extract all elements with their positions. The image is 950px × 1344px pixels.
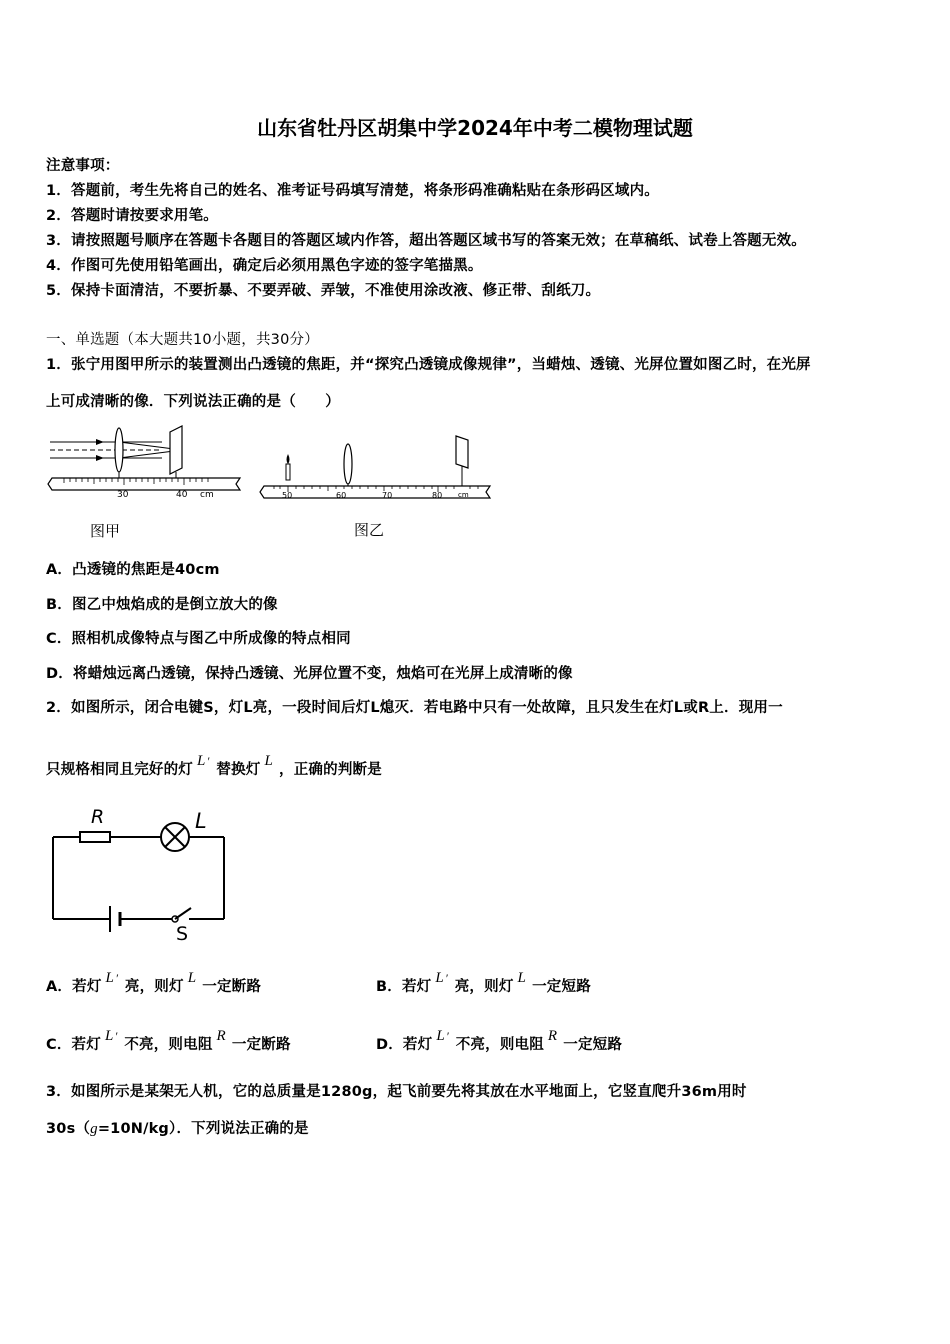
label-l: L <box>195 809 207 833</box>
circuit-diagram <box>44 800 244 946</box>
q1-stem-line1: 1．张宁用图甲所示的装置测出凸透镜的焦距，并“探究凸透镜成像规律”，当蜡烛、透镜、光屏位置如图乙时，在光屏 <box>46 357 811 373</box>
resistor-icon <box>80 832 110 842</box>
figure-caption: 图甲 <box>90 522 121 540</box>
section-heading: 一、单选题（本大题共10小题，共30分） <box>46 332 319 348</box>
unit-label: cm <box>200 490 214 500</box>
notice-item-2: 2．答题时请按要求用笔。 <box>46 208 218 224</box>
tick-label: 70 <box>382 491 393 500</box>
label-r: R <box>91 806 105 828</box>
q3-stem-line2: 30s（g=10N/kg）．下列说法正确的是 <box>46 1121 309 1137</box>
lens-icon <box>344 444 352 484</box>
unit-label: cm <box>458 491 469 499</box>
figure-yi <box>256 418 500 546</box>
ruler-yi <box>260 486 490 498</box>
notice-item-1: 1．答题前，考生先将自己的姓名、准考证号码填写清楚，将条形码准确粘贴在条形码区域内。 <box>46 183 659 199</box>
label-s: S <box>176 923 189 945</box>
q2-option-d: D．若灯L ′不亮，则电阻R一定短路 <box>376 1028 623 1053</box>
tick-label: 50 <box>282 491 293 500</box>
q2-stem-line1: 2．如图所示，闭合电键S，灯L亮，一段时间后灯L熄灭．若电路中只有一处故障，且只发生在灯L或R上．现用一 <box>46 700 783 716</box>
page-title: 山东省牡丹区胡集中学2024年中考二模物理试题 <box>257 116 693 140</box>
q1-stem-line2: 上可成清晰的像．下列说法正确的是（ ） <box>46 394 340 410</box>
q2-stem-line2: 只规格相同且完好的灯L ′替换灯L，正确的判断是 <box>46 753 382 778</box>
screen-icon <box>170 426 182 474</box>
notice-item-4: 4．作图可先使用铅笔画出，确定后必须用黑色字迹的签字笔描黑。 <box>46 258 483 274</box>
battery-icon <box>110 906 120 932</box>
switch-icon <box>172 908 191 922</box>
ruler-jia <box>48 478 240 490</box>
q1-option-b: B．图乙中烛焰成的是倒立放大的像 <box>46 597 278 613</box>
q1-option-d: D．将蜡烛远离凸透镜，保持凸透镜、光屏位置不变，烛焰可在光屏上成清晰的像 <box>46 666 573 682</box>
tick-label: 80 <box>432 491 443 500</box>
candle-icon <box>286 464 290 480</box>
q2-option-c: C．若灯L ′不亮，则电阻R一定断路 <box>46 1028 291 1053</box>
notice-item-3: 3．请按照题号顺序在答题卡各题目的答题区域内作答，超出答题区域书写的答案无效；在草稿纸、试卷上答题无效。 <box>46 233 806 249</box>
tick-label: 30 <box>117 490 129 500</box>
lamp-icon <box>161 823 189 851</box>
q2-option-b: B．若灯L ′亮，则灯L一定短路 <box>376 970 591 995</box>
tick-label: 60 <box>336 491 347 500</box>
q2-option-a: A．若灯L ′亮，则灯L一定断路 <box>46 970 262 995</box>
notice-heading: 注意事项： <box>46 158 120 174</box>
screen-icon <box>456 436 468 468</box>
tick-label: 40 <box>176 490 188 500</box>
figure-caption: 图乙 <box>354 521 385 539</box>
notice-item-5: 5．保持卡面清洁，不要折暴、不要弄破、弄皱，不准使用涂改液、修正带、刮纸刀。 <box>46 283 601 299</box>
q1-option-c: C．照相机成像特点与图乙中所成像的特点相同 <box>46 631 351 647</box>
q1-option-a: A．凸透镜的焦距是40cm <box>46 562 220 578</box>
lens-icon <box>115 428 123 472</box>
q3-stem-line1: 3．如图所示是某架无人机，它的总质量是1280g，起飞前要先将其放在水平地面上，它竖直爬升36m用时 <box>46 1084 747 1100</box>
figure-jia <box>42 418 248 546</box>
